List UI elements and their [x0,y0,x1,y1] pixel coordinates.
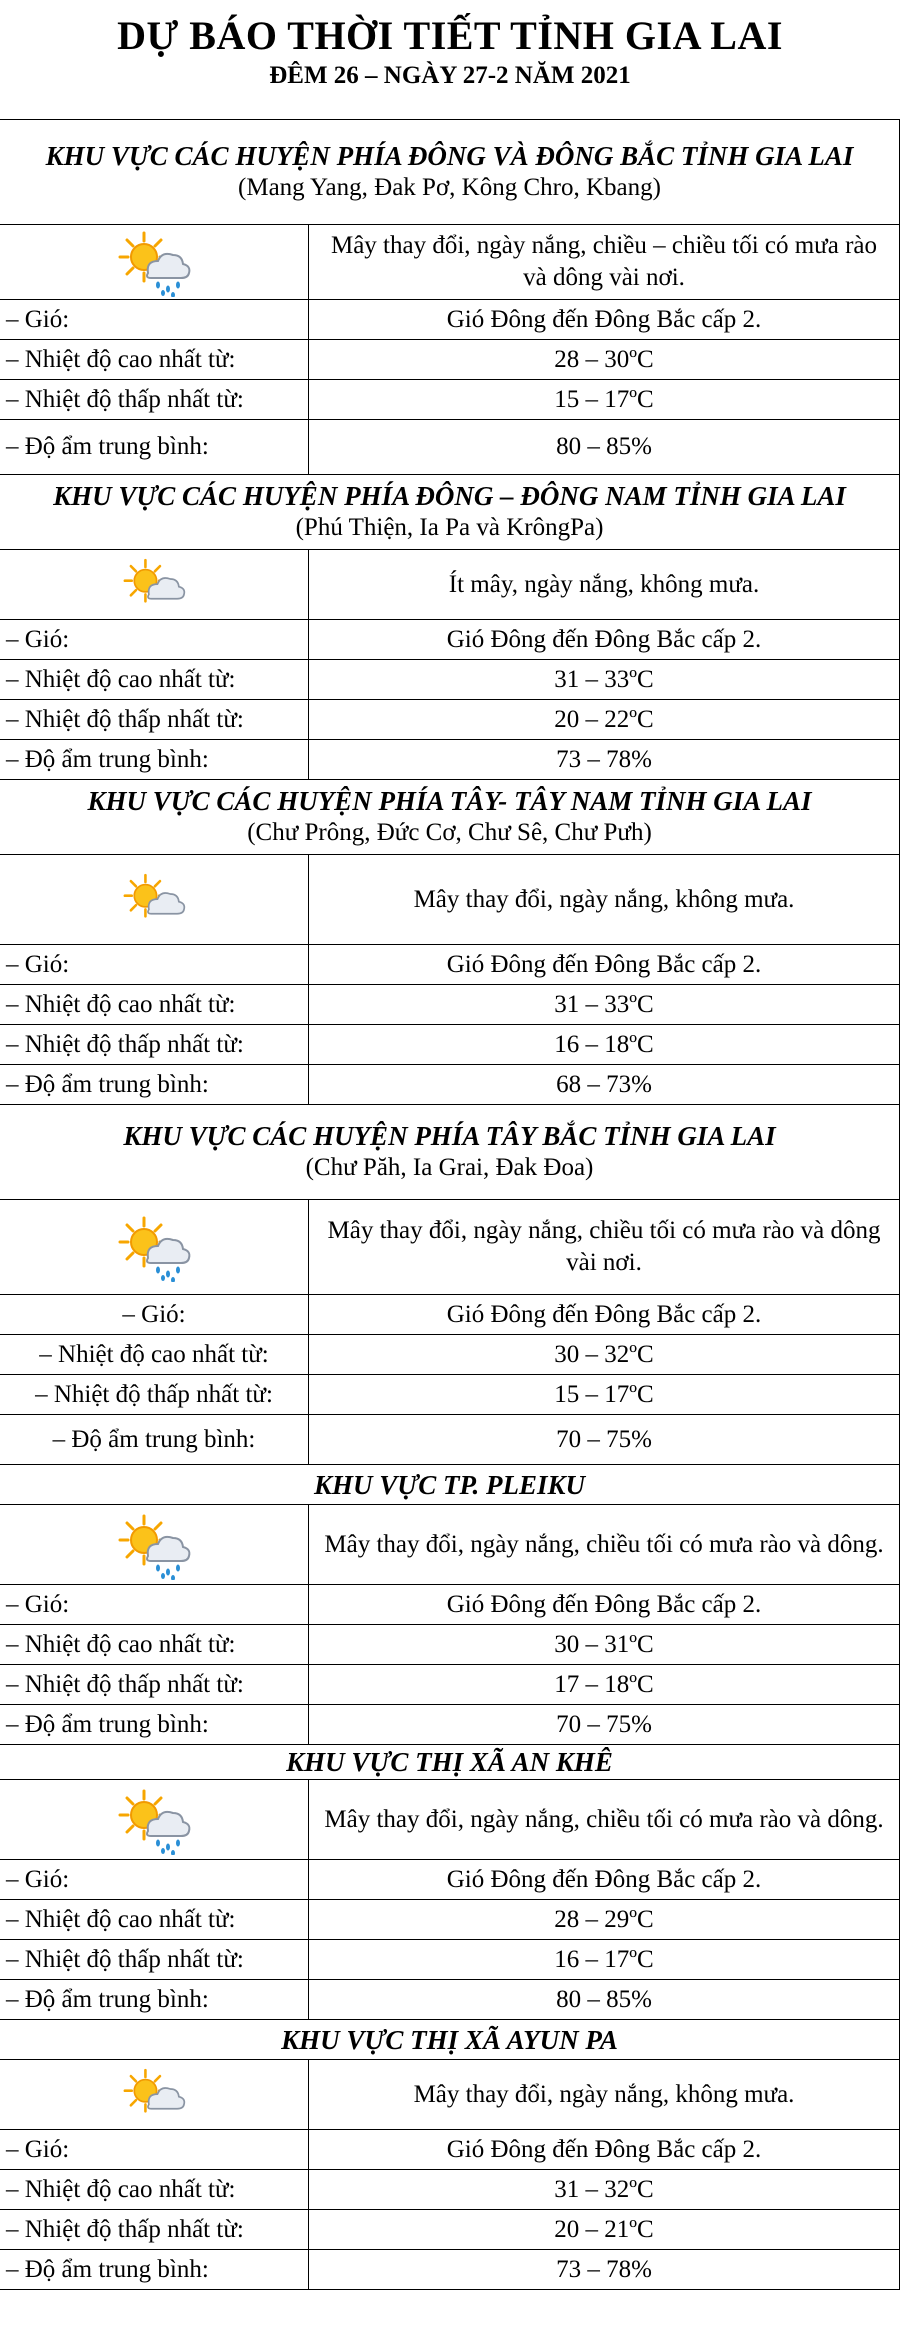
weather-icon-cell [0,225,309,300]
wind-value [309,1585,900,1625]
max-temperature-label [0,660,309,700]
wind-label [0,1585,309,1625]
region-districts: (Mang Yang, Đak Pơ, Kông Chro, Kbang) [238,174,661,201]
humidity-value-text: 70 – 75% [556,1425,652,1453]
humidity-label-text: – Độ ẩm trung bình: [6,745,209,773]
humidity-value [309,740,900,780]
weather-icon-cell [0,1780,309,1860]
max-temperature-label [0,985,309,1025]
wind-value [309,1860,900,1900]
humidity-value [309,1065,900,1105]
max-temperature-value [309,1625,900,1665]
humidity-label [0,2250,309,2290]
humidity-label-text: – Độ ẩm trung bình: [6,1710,209,1738]
wind-value [309,1295,900,1335]
description-text: Mây thay đổi, ngày nắng, chiều – chiều tối có mưa rào và dông vài nơi. [330,232,878,291]
max-temperature-label [0,2170,309,2210]
max-temperature-label-text: – Nhiệt độ cao nhất từ: [6,1630,236,1658]
max-temperature-value-text: 28 – 30ºC [554,345,654,373]
humidity-value [309,1415,900,1465]
max-temperature-label [0,340,309,380]
humidity-label [0,1415,309,1465]
max-temperature-label-text: – Nhiệt độ cao nhất từ: [6,1905,236,1933]
sun-cloud-icon [119,2065,189,2125]
humidity-value [309,1705,900,1745]
min-temperature-label-text: – Nhiệt độ thấp nhất từ: [35,1380,273,1408]
wind-value-text: Gió Đông đến Đông Bắc cấp 2. [446,305,762,333]
max-temperature-label-text: – Nhiệt độ cao nhất từ: [6,990,236,1018]
wind-value [309,945,900,985]
page-title: DỰ BÁO THỜI TIẾT TỈNH GIA LAI [117,13,783,58]
sun-cloud-icon [119,555,189,615]
max-temperature-label-text: – Nhiệt độ cao nhất từ: [6,345,236,373]
wind-label-text: – Gió: [6,1865,70,1893]
sun-cloud-rain-icon [114,1785,194,1855]
humidity-value-text: 80 – 85% [556,433,652,460]
description-text: Mây thay đổi, ngày nắng, không mưa. [413,885,795,913]
humidity-label-text: – Độ ẩm trung bình: [6,433,209,460]
weather-icon-cell [0,1505,309,1585]
humidity-label-text: – Độ ẩm trung bình: [52,1425,256,1453]
weather-description [309,225,900,300]
weather-icon-cell [0,1200,309,1295]
wind-value-text: Gió Đông đến Đông Bắc cấp 2. [446,950,762,978]
region-districts: (Phú Thiện, Ia Pa và KrôngPa) [295,514,604,541]
weather-description [309,2060,900,2130]
region-header [0,2020,900,2060]
humidity-label-text: – Độ ẩm trung bình: [6,2255,209,2283]
max-temperature-value [309,1900,900,1940]
humidity-label [0,420,309,475]
humidity-label [0,1065,309,1105]
min-temperature-label-text: – Nhiệt độ thấp nhất từ: [6,1945,244,1973]
wind-label [0,620,309,660]
wind-value-text: Gió Đông đến Đông Bắc cấp 2. [446,1865,762,1893]
min-temperature-value-text: 15 – 17ºC [554,385,654,413]
wind-label-text: – Gió: [6,305,70,333]
humidity-value-text: 80 – 85% [556,1985,652,2013]
min-temperature-value-text: 15 – 17ºC [554,1380,654,1408]
page-subtitle: ĐÊM 26 – NGÀY 27-2 NĂM 2021 [269,62,631,89]
max-temperature-value-text: 31 – 33ºC [554,990,654,1018]
min-temperature-value-text: 16 – 17ºC [554,1945,654,1973]
min-temperature-value [309,1940,900,1980]
region-header [0,1105,900,1200]
wind-value-text: Gió Đông đến Đông Bắc cấp 2. [446,1590,762,1618]
weather-description [309,1200,900,1295]
description-text: Mây thay đổi, ngày nắng, chiều tối có mưa rào và dông. [324,1530,884,1558]
wind-label [0,945,309,985]
max-temperature-label-text: – Nhiệt độ cao nhất từ: [6,665,236,693]
humidity-value [309,1980,900,2020]
region-districts: (Chư Păh, Ia Grai, Đak Đoa) [305,1154,594,1181]
wind-value-text: Gió Đông đến Đông Bắc cấp 2. [446,2135,762,2163]
wind-label-text: – Gió: [6,2135,70,2163]
max-temperature-value-text: 31 – 32ºC [554,2175,654,2203]
sun-cloud-rain-icon [114,227,194,297]
min-temperature-label-text: – Nhiệt độ thấp nhất từ: [6,385,244,413]
min-temperature-label [0,1665,309,1705]
humidity-value [309,2250,900,2290]
max-temperature-value-text: 30 – 31ºC [554,1630,654,1658]
humidity-value-text: 73 – 78% [556,2255,652,2283]
min-temperature-value [309,700,900,740]
min-temperature-value-text: 20 – 21ºC [554,2215,654,2243]
min-temperature-label-text: – Nhiệt độ thấp nhất từ: [6,2215,244,2243]
humidity-value-text: 70 – 75% [556,1710,652,1738]
weather-description [309,855,900,945]
region-title: KHU VỰC CÁC HUYỆN PHÍA ĐÔNG – ĐÔNG NAM TỈNH GIA LAI [53,481,846,511]
description-text: Mây thay đổi, ngày nắng, chiều tối có mưa rào và dông vài nơi. [327,1217,881,1276]
max-temperature-value-text: 28 – 29ºC [554,1905,654,1933]
wind-value-text: Gió Đông đến Đông Bắc cấp 2. [446,1300,762,1328]
description-text: Mây thay đổi, ngày nắng, không mưa. [413,2080,795,2108]
region-header [0,475,900,550]
region-header [0,120,900,225]
min-temperature-value-text: 17 – 18ºC [554,1670,654,1698]
min-temperature-label [0,700,309,740]
min-temperature-label [0,2210,309,2250]
min-temperature-value-text: 16 – 18ºC [554,1030,654,1058]
wind-value [309,300,900,340]
wind-label [0,2130,309,2170]
weather-icon-cell [0,855,309,945]
max-temperature-label [0,1900,309,1940]
max-temperature-label-text: – Nhiệt độ cao nhất từ: [39,1340,269,1368]
min-temperature-value-text: 20 – 22ºC [554,705,654,733]
description-text: Mây thay đổi, ngày nắng, chiều tối có mưa rào và dông. [324,1805,884,1833]
max-temperature-value [309,660,900,700]
region-title: KHU VỰC TP. PLEIKU [314,1469,585,1500]
min-temperature-value [309,1665,900,1705]
wind-label-text: – Gió: [6,1590,70,1618]
wind-value [309,620,900,660]
wind-label [0,1860,309,1900]
region-title: KHU VỰC CÁC HUYỆN PHÍA ĐÔNG VÀ ĐÔNG BẮC TỈNH GIA LAI [45,141,854,171]
wind-label-text: – Gió: [6,950,70,978]
min-temperature-label-text: – Nhiệt độ thấp nhất từ: [6,1030,244,1058]
wind-label [0,1295,309,1335]
max-temperature-value-text: 30 – 32ºC [554,1340,654,1368]
humidity-label [0,740,309,780]
region-header [0,1465,900,1505]
wind-value-text: Gió Đông đến Đông Bắc cấp 2. [446,625,762,653]
wind-label-text: – Gió: [122,1300,186,1328]
max-temperature-value-text: 31 – 33ºC [554,665,654,693]
weather-description [309,550,900,620]
max-temperature-label [0,1625,309,1665]
weather-description [309,1505,900,1585]
min-temperature-value [309,2210,900,2250]
min-temperature-label [0,1375,309,1415]
humidity-label-text: – Độ ẩm trung bình: [6,1985,209,2013]
humidity-value [309,420,900,475]
region-title: KHU VỰC CÁC HUYỆN PHÍA TÂY- TÂY NAM TỈNH GIA LAI [87,786,812,816]
weather-icon-cell [0,550,309,620]
region-title: KHU VỰC THỊ XÃ AYUN PA [281,2024,618,2055]
min-temperature-label [0,1025,309,1065]
max-temperature-value [309,340,900,380]
weather-icon-cell [0,2060,309,2130]
min-temperature-value [309,380,900,420]
sun-cloud-rain-icon [114,1510,194,1580]
max-temperature-value [309,985,900,1025]
max-temperature-label-text: – Nhiệt độ cao nhất từ: [6,2175,236,2203]
min-temperature-label [0,1940,309,1980]
humidity-label [0,1980,309,2020]
min-temperature-value [309,1375,900,1415]
sun-cloud-icon [119,870,189,930]
humidity-value-text: 73 – 78% [556,745,652,773]
region-districts: (Chư Prông, Đức Cơ, Chư Sê, Chư Pưh) [247,819,652,846]
min-temperature-label-text: – Nhiệt độ thấp nhất từ: [6,1670,244,1698]
region-title: KHU VỰC THỊ XÃ AN KHÊ [286,1747,613,1777]
wind-label-text: – Gió: [6,625,70,653]
region-header [0,1745,900,1780]
wind-label [0,300,309,340]
region-header [0,780,900,855]
min-temperature-value [309,1025,900,1065]
humidity-label [0,1705,309,1745]
weather-description [309,1780,900,1860]
max-temperature-label [0,1335,309,1375]
region-title: KHU VỰC CÁC HUYỆN PHÍA TÂY BẮC TỈNH GIA LAI [123,1121,776,1151]
max-temperature-value [309,1335,900,1375]
min-temperature-label-text: – Nhiệt độ thấp nhất từ: [6,705,244,733]
description-text: Ít mây, ngày nắng, không mưa. [448,570,760,598]
max-temperature-value [309,2170,900,2210]
humidity-label-text: – Độ ẩm trung bình: [6,1070,209,1098]
min-temperature-label [0,380,309,420]
wind-value [309,2130,900,2170]
sun-cloud-rain-icon [114,1212,194,1282]
humidity-value-text: 68 – 73% [556,1070,652,1098]
